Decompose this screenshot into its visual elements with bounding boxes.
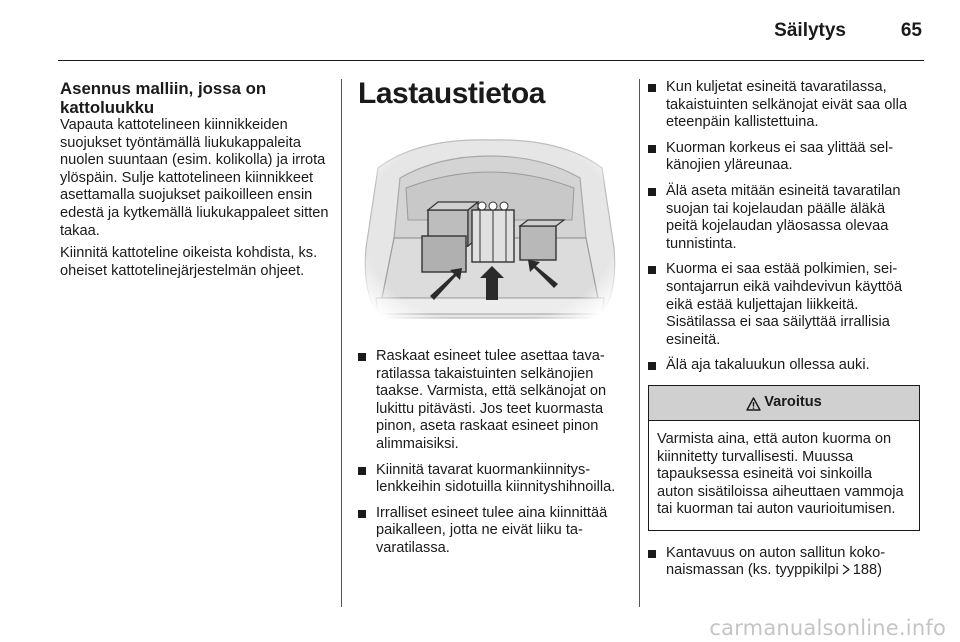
list-item bbox=[648, 79, 920, 132]
list-item bbox=[358, 348, 626, 454]
bullet-square-icon bbox=[358, 510, 366, 518]
page-reference-arrow-icon bbox=[841, 563, 851, 574]
warning-title: Varoitus bbox=[764, 394, 822, 411]
bullet-text: Älä aja takaluukun ollessa auki. bbox=[666, 357, 870, 374]
bullet-square-icon bbox=[648, 188, 656, 196]
bullet-text: Älä aseta mitään esineitä tavaratilan suojan tai kojelaudan päälle äläkä peitä kojelaudan yläosassa olevaa tunnistinta. bbox=[666, 182, 901, 252]
bullet-text: Irralliset esineet tulee aina kiinnittää paikalleen, jotta ne eivät liiku tavaratilassa. bbox=[376, 504, 608, 556]
trunk-illustration-svg bbox=[358, 128, 622, 328]
bullet-square-icon bbox=[648, 266, 656, 274]
bullet-text: Kun kuljetat esineitä tavaratilassa, takaistuinten selkänojat eivät saa olla eteenpäin kallistettuina. bbox=[666, 79, 907, 131]
capacity-bullet bbox=[648, 545, 920, 580]
warning-triangle-icon bbox=[746, 397, 761, 411]
column-2 bbox=[358, 79, 626, 566]
bullet-text: Kuorma ei saa estää polkimien, seisontajarrun eikä vaihdevivun käyttöä eikä estää kuljettajan liikkeitä. Sisätilassa ei saa säilyttää irrallisia esineitä. bbox=[666, 261, 903, 348]
bullet-square-icon bbox=[648, 550, 656, 558]
bullet-text: Kuorman korkeus ei saa ylittää selkänojien yläreunaa. bbox=[666, 139, 894, 174]
list-item bbox=[358, 462, 626, 497]
header-title: Säilytys bbox=[774, 20, 846, 41]
loading-bullets bbox=[358, 348, 626, 558]
warning-text: Varmista aina, että auton kuorma on kiinnitetty turvallisesti. Muussa tapauksessa esineitä voi sinkoilla auton sisätiloissa aiheuttaen vammoja tai kuorman tai auton vaurioitumisen. bbox=[657, 430, 904, 518]
header-rule bbox=[58, 60, 924, 61]
bullet-square-icon bbox=[648, 145, 656, 153]
paragraph: Kiinnitä kattoteline oikeista kohdista, ks. oheiset kattotelinejärjestelmän ohjeet. bbox=[60, 245, 318, 279]
bullet-text: Raskaat esineet tulee asettaa tavaratilassa takaistuinten selkänojien taakse. Varmista, että selkänojat on lukittu pitävästi. Jos teet kuormasta pinon, aseta raskaat esineet pinon alimmaisiksi. bbox=[376, 348, 607, 452]
list-item bbox=[648, 261, 920, 349]
column-divider-2 bbox=[639, 79, 640, 607]
bullet-text: Kantavuus on auton sallitun kokonaismassan (ks. tyyppikilpi bbox=[666, 544, 886, 579]
bullet-square-icon bbox=[648, 84, 656, 92]
warning-box bbox=[648, 385, 920, 531]
loading-bullets-continued bbox=[648, 79, 920, 375]
list-item bbox=[648, 140, 920, 175]
page-reference-link[interactable]: 188) bbox=[852, 562, 882, 579]
bullet-square-icon bbox=[648, 362, 656, 370]
section-title: Lastaustietoa bbox=[358, 77, 545, 110]
trunk-loading-illustration bbox=[358, 128, 622, 328]
subheading-sunroof: Asennus malliin, jossa on kattoluukku bbox=[60, 79, 267, 117]
column-1 bbox=[60, 79, 332, 280]
column-divider-1 bbox=[341, 79, 342, 607]
page-header bbox=[0, 0, 960, 60]
bullet-square-icon bbox=[358, 467, 366, 475]
list-item bbox=[648, 183, 920, 253]
paragraph: Vapauta kattotelineen kiinnikkeiden suojukset työntämällä liukukappaleita nuolen suuntaan (esim. kolikolla) ja irrota ylöspäin. Sulje kattotelineen kiinnikkeet asettamalla suojukset paikoilleen ensin edestä ja kytkemällä liukukappaleet sitten takaa. bbox=[60, 117, 329, 239]
bullet-text: Kiinnitä tavarat kuormankiinnityslenkkeihin sidotuilla kiinnityshihnoilla. bbox=[376, 461, 616, 496]
column-3 bbox=[648, 79, 920, 588]
page-number: 65 bbox=[900, 20, 922, 41]
watermark: carmanualsonline.info bbox=[709, 616, 946, 640]
list-item bbox=[648, 545, 920, 580]
list-item bbox=[648, 357, 920, 375]
warning-header bbox=[649, 386, 919, 421]
list-item bbox=[358, 505, 626, 558]
bullet-square-icon bbox=[358, 353, 366, 361]
